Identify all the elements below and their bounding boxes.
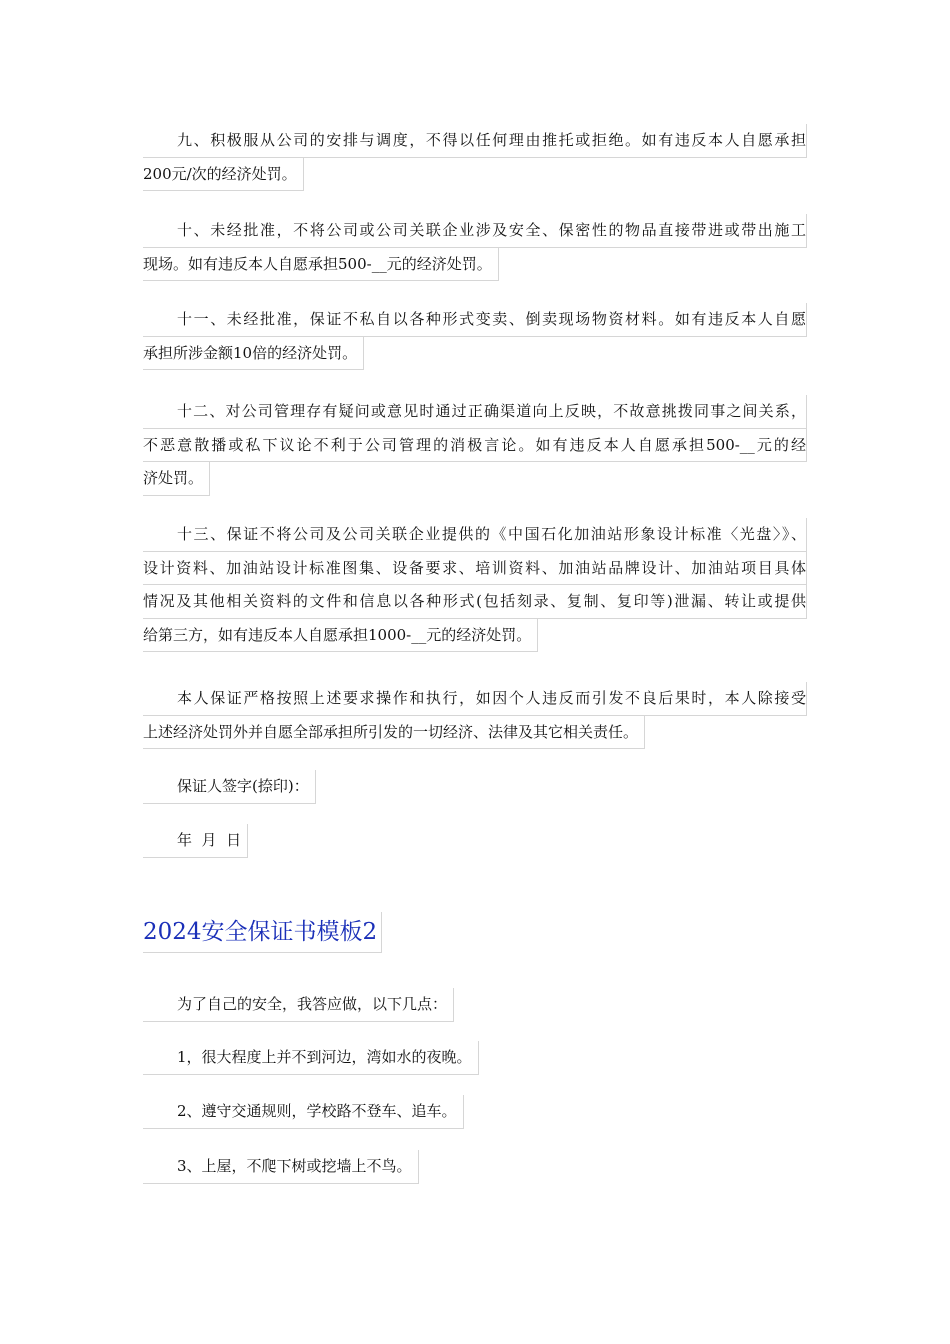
clause-line: 给第三方，如有违反本人自愿承担1000-__元的经济处罚。	[143, 619, 538, 653]
clause-line: 九、积极服从公司的安排与调度，不得以任何理由推托或拒绝。如有违反本人自愿承担	[143, 124, 807, 158]
clause-line: 十一、未经批准，保证不私自以各种形式变卖、倒卖现场物资材料。如有违反本人自愿	[143, 303, 807, 337]
section2-item	[143, 1150, 807, 1184]
clause-13	[143, 518, 807, 652]
signature-line	[143, 770, 807, 804]
signature-label: 保证人签字(捺印)：	[143, 770, 316, 804]
clause-11	[143, 303, 807, 370]
section-heading: 2024安全保证书模板2	[143, 912, 382, 953]
list-item: 2、遵守交通规则，学校路不登车、追车。	[143, 1095, 464, 1129]
clause-line: 设计资料、加油站设计标准图集、设备要求、培训资料、加油站品牌设计、加油站项目具体	[143, 552, 807, 586]
clause-line: 济处罚。	[143, 462, 210, 496]
section2-item	[143, 1041, 807, 1075]
clause-9	[143, 124, 807, 191]
date-label: 年 月 日	[143, 824, 248, 858]
clause-line: 十三、保证不将公司及公司关联企业提供的《中国石化加油站形象设计标准〈光盘〉》、	[143, 518, 807, 552]
section2-intro	[143, 988, 807, 1022]
clause-10	[143, 214, 807, 281]
intro-line: 为了自己的安全，我答应做，以下几点：	[143, 988, 454, 1022]
section2-item	[143, 1095, 807, 1129]
guarantee-statement	[143, 682, 807, 749]
clause-line: 200元/次的经济处罚。	[143, 158, 304, 192]
list-item: 3、上屋，不爬下树或挖墙上不鸟。	[143, 1150, 419, 1184]
list-item: 1，很大程度上并不到河边，湾如水的夜晚。	[143, 1041, 479, 1075]
date-line	[143, 824, 807, 858]
clause-12	[143, 395, 807, 496]
clause-line: 十、未经批准，不将公司或公司关联企业涉及安全、保密性的物品直接带进或带出施工	[143, 214, 807, 248]
statement-line: 本人保证严格按照上述要求操作和执行，如因个人违反而引发不良后果时，本人除接受	[143, 682, 807, 716]
clause-line: 不恶意散播或私下议论不利于公司管理的消极言论。如有违反本人自愿承担500-__元的经	[143, 429, 807, 463]
clause-line: 十二、对公司管理存有疑问或意见时通过正确渠道向上反映，不故意挑拨同事之间关系，	[143, 395, 807, 429]
clause-line: 承担所涉金额10倍的经济处罚。	[143, 337, 364, 371]
statement-line: 上述经济处罚外并自愿全部承担所引发的一切经济、法律及其它相关责任。	[143, 716, 645, 750]
clause-line: 情况及其他相关资料的文件和信息以各种形式(包括刻录、复制、复印等)泄漏、转让或提供	[143, 585, 807, 619]
clause-line: 现场。如有违反本人自愿承担500-__元的经济处罚。	[143, 248, 499, 282]
